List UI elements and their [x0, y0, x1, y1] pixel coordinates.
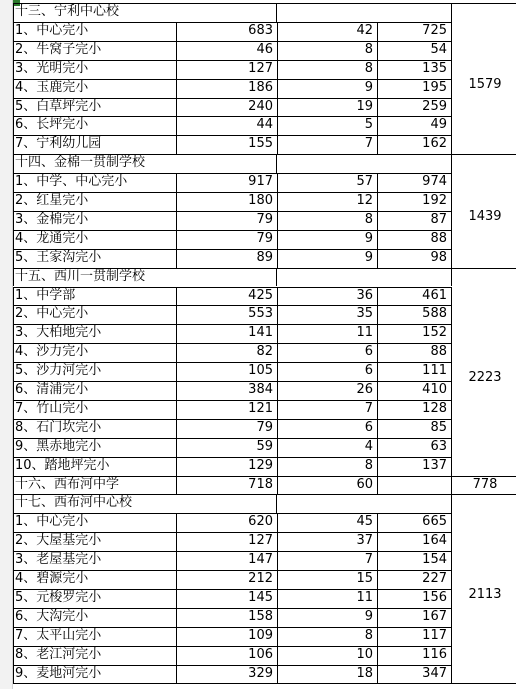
grid-line: [176, 173, 177, 268]
cell-value[interactable]: 36: [356, 287, 373, 303]
school-name[interactable]: 1、中学、中心完小: [15, 174, 128, 190]
cell-value[interactable]: 87: [430, 211, 447, 227]
grid-line: [13, 513, 14, 683]
grid-line: [277, 287, 278, 476]
cell-value[interactable]: 620: [248, 514, 273, 530]
school-name[interactable]: 5、元梭罗完小: [15, 589, 102, 605]
cell-value[interactable]: 145: [248, 589, 273, 605]
cell-value[interactable]: 192: [422, 193, 447, 208]
school-name[interactable]: 2、中心完小: [15, 306, 89, 322]
cell-value[interactable]: 37: [356, 533, 373, 549]
school-name[interactable]: 6、长坪完小: [15, 117, 89, 133]
cell-value[interactable]: 135: [422, 60, 447, 76]
cell-value[interactable]: 195: [422, 79, 447, 95]
grid-line: [276, 3, 277, 22]
school-name[interactable]: 5、王家沟完小: [15, 249, 102, 265]
cell-value[interactable]: 127: [248, 533, 273, 549]
cell-value[interactable]: 85: [430, 419, 447, 435]
grid-line: [377, 22, 378, 154]
grid-line: [176, 287, 177, 476]
cell-value[interactable]: 917: [248, 174, 273, 190]
cell-value[interactable]: 6: [364, 363, 373, 379]
cell-value[interactable]: 88: [430, 230, 447, 246]
cell-value[interactable]: 54: [430, 41, 447, 57]
grid-line: [13, 173, 14, 268]
school-name[interactable]: 5、白草坪完小: [15, 98, 102, 114]
cell-value[interactable]: 167: [422, 608, 447, 624]
cell-value[interactable]: 154: [422, 552, 447, 568]
cell-value[interactable]: 9: [364, 79, 373, 95]
cell-value[interactable]: 26: [356, 382, 373, 397]
cell-value[interactable]: 109: [248, 627, 273, 643]
cell-value[interactable]: 588: [422, 306, 447, 322]
cell-value[interactable]: 718: [248, 476, 273, 492]
school-name[interactable]: 4、玉鹿完小: [15, 79, 89, 95]
cell-value[interactable]: 46: [256, 41, 273, 57]
school-name[interactable]: 5、沙力河完小: [15, 363, 102, 379]
grid-line: [13, 476, 14, 495]
cell-value[interactable]: 111: [422, 363, 447, 379]
cell-value[interactable]: 57: [356, 174, 373, 190]
section-title[interactable]: 十七、西布河中心校: [15, 495, 133, 511]
grid-line: [176, 476, 177, 495]
section-total[interactable]: 2113: [468, 587, 502, 603]
grid-line: [13, 494, 14, 513]
cell-value[interactable]: 9: [364, 230, 373, 246]
grid-line: [451, 494, 452, 513]
cell-value[interactable]: 7: [364, 552, 373, 568]
grid-line: [276, 154, 277, 173]
cell-value[interactable]: 60: [356, 476, 373, 492]
school-name[interactable]: 1、中心完小: [15, 514, 89, 530]
cell-value[interactable]: 11: [356, 325, 373, 341]
school-name[interactable]: 10、踏地坪完小: [15, 457, 110, 473]
section-total[interactable]: 1439: [468, 209, 502, 225]
cell-value[interactable]: 11: [356, 589, 373, 605]
cell-value[interactable]: 9: [364, 249, 373, 265]
school-name[interactable]: 4、碧源完小: [15, 571, 89, 586]
cell-value[interactable]: 137: [422, 457, 447, 473]
cell-value[interactable]: 129: [248, 457, 273, 473]
cell-value[interactable]: 158: [248, 608, 273, 624]
cell-value[interactable]: 63: [430, 438, 447, 454]
grid-line: [13, 22, 14, 154]
cell-value[interactable]: 665: [422, 514, 447, 530]
cell-value[interactable]: 180: [248, 193, 273, 208]
school-name[interactable]: 3、光明完小: [15, 60, 89, 76]
grid-line: [451, 476, 452, 495]
school-name[interactable]: 4、沙力完小: [15, 344, 89, 360]
section-title[interactable]: 十五、西川一贯制学校: [15, 268, 146, 284]
cell-value[interactable]: 10: [356, 646, 373, 662]
school-name[interactable]: 1、中学部: [15, 287, 76, 303]
cell-value[interactable]: 683: [248, 22, 273, 38]
school-name[interactable]: 6、清浦完小: [15, 382, 89, 397]
school-name[interactable]: 7、太平山完小: [15, 627, 102, 643]
grid-line: [13, 268, 14, 287]
grid-line: [13, 3, 14, 22]
grid-line: [13, 154, 14, 173]
cell-value[interactable]: 59: [256, 438, 273, 454]
school-name[interactable]: 9、黑赤地完小: [15, 438, 102, 454]
cell-value[interactable]: 6: [364, 419, 373, 435]
school-name[interactable]: 2、牛窝子完小: [15, 41, 102, 57]
grid-line: [13, 287, 14, 476]
grid-line: [377, 173, 378, 268]
cell-value[interactable]: 42: [356, 22, 373, 38]
cell-value[interactable]: 329: [248, 665, 273, 681]
school-name[interactable]: 3、金棉完小: [15, 211, 89, 227]
cell-value[interactable]: 7: [364, 400, 373, 416]
school-name[interactable]: 8、石门坎完小: [15, 419, 102, 435]
cell-value[interactable]: 19: [356, 98, 373, 114]
cell-value[interactable]: 49: [430, 117, 447, 133]
cell-value[interactable]: 7: [364, 136, 373, 152]
section-title[interactable]: 十六、西布河中学: [15, 476, 120, 492]
section-total[interactable]: 2223: [468, 370, 502, 385]
cell-value[interactable]: 259: [422, 98, 447, 114]
cell-value[interactable]: 88: [430, 344, 447, 360]
cell-value[interactable]: 79: [256, 230, 273, 246]
cell-value[interactable]: 227: [422, 571, 447, 586]
cell-value[interactable]: 152: [422, 325, 447, 341]
grid-line: [277, 513, 278, 683]
cell-value[interactable]: 6: [364, 344, 373, 360]
cell-value[interactable]: 89: [256, 249, 273, 265]
cell-value[interactable]: 974: [422, 174, 447, 190]
cell-value[interactable]: 106: [248, 646, 273, 662]
cell-value[interactable]: 5: [364, 117, 373, 133]
cell-value[interactable]: 15: [356, 571, 373, 586]
cell-value[interactable]: 45: [356, 514, 373, 530]
cell-value[interactable]: 44: [256, 117, 273, 133]
grid-line: [451, 3, 452, 22]
cell-value[interactable]: 121: [248, 400, 273, 416]
cell-value[interactable]: 141: [248, 325, 273, 341]
grid-line: [176, 513, 177, 683]
section-total[interactable]: 778: [472, 476, 498, 492]
grid-line: [377, 476, 378, 495]
cell-value[interactable]: 347: [422, 665, 447, 681]
cell-value[interactable]: 128: [422, 400, 447, 416]
grid-line: [451, 154, 452, 173]
cell-value[interactable]: 553: [248, 306, 273, 322]
school-name[interactable]: 3、老屋基完小: [15, 552, 102, 568]
cell-value[interactable]: 384: [248, 382, 273, 397]
cell-value[interactable]: 35: [356, 306, 373, 322]
cell-value[interactable]: 162: [422, 136, 447, 152]
school-name[interactable]: 2、红星完小: [15, 193, 89, 208]
school-name[interactable]: 8、老江河完小: [15, 646, 102, 662]
grid-line: [277, 173, 278, 268]
school-name[interactable]: 9、麦地河完小: [15, 665, 102, 681]
grid-line: [276, 268, 277, 287]
cell-value[interactable]: 8: [364, 211, 373, 227]
grid-line: [276, 494, 277, 513]
school-name[interactable]: 1、中心完小: [15, 22, 89, 38]
school-name[interactable]: 2、大屋基完小: [15, 533, 102, 549]
cell-value[interactable]: 9: [364, 608, 373, 624]
cell-value[interactable]: 410: [422, 382, 447, 397]
school-name[interactable]: 3、大柏地完小: [15, 325, 102, 341]
grid-line: [176, 22, 177, 154]
cell-value[interactable]: 116: [422, 646, 447, 662]
cell-value[interactable]: 4: [364, 438, 373, 454]
school-name[interactable]: 7、宁利幼儿园: [15, 136, 102, 152]
section-total[interactable]: 1579: [468, 77, 502, 93]
cell-value[interactable]: 461: [422, 287, 447, 303]
cell-value[interactable]: 8: [364, 41, 373, 57]
grid-line: [377, 287, 378, 476]
cell-value[interactable]: 18: [356, 665, 373, 681]
cell-value[interactable]: 725: [422, 22, 447, 38]
cell-value[interactable]: 156: [422, 589, 447, 605]
cell-value[interactable]: 12: [356, 193, 373, 208]
cell-value[interactable]: 8: [364, 60, 373, 76]
grid-line: [277, 22, 278, 154]
grid-line: [13, 683, 516, 684]
cell-value[interactable]: 164: [422, 533, 447, 549]
grid-line: [377, 513, 378, 683]
cell-value[interactable]: 186: [248, 79, 273, 95]
cell-value[interactable]: 127: [248, 60, 273, 76]
cell-value[interactable]: 240: [248, 98, 273, 114]
section-title[interactable]: 十四、金棉一贯制学校: [15, 155, 146, 171]
cell-value[interactable]: 425: [248, 287, 273, 303]
school-name[interactable]: 7、竹山完小: [15, 400, 89, 416]
cell-value[interactable]: 147: [248, 552, 273, 568]
cell-value[interactable]: 105: [248, 363, 273, 379]
section-title[interactable]: 十三、宁利中心校: [15, 4, 120, 19]
cell-value[interactable]: 79: [256, 419, 273, 435]
cell-value[interactable]: 212: [248, 571, 273, 586]
cell-value[interactable]: 82: [256, 344, 273, 360]
cell-value[interactable]: 8: [364, 627, 373, 643]
cell-value[interactable]: 8: [364, 457, 373, 473]
cell-value[interactable]: 79: [256, 211, 273, 227]
cell-value[interactable]: 117: [422, 627, 447, 643]
cell-value[interactable]: [377, 476, 451, 494]
grid-line: [451, 268, 452, 287]
school-name[interactable]: 6、大沟完小: [15, 608, 89, 624]
cell-value[interactable]: 98: [430, 249, 447, 265]
cell-value[interactable]: 155: [248, 136, 273, 152]
school-name[interactable]: 4、龙通完小: [15, 230, 89, 246]
grid-line: [277, 476, 278, 495]
